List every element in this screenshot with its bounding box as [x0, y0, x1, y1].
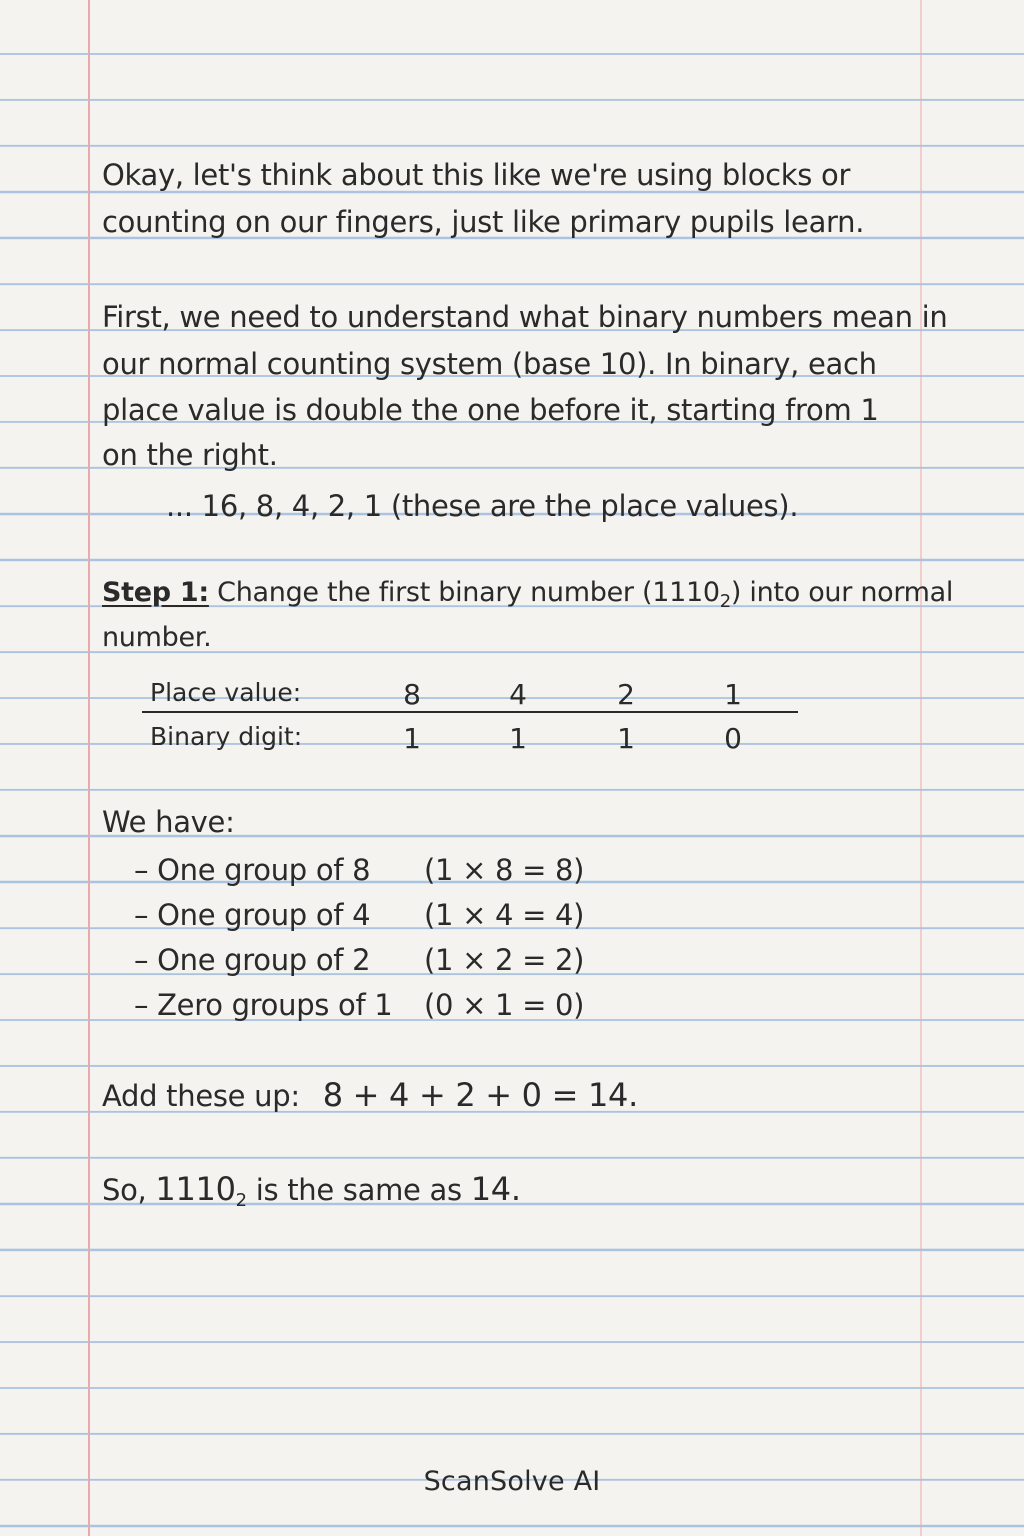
group-item-calc: (1 × 2 = 2): [424, 943, 585, 977]
sum-label: Add these up:: [102, 1079, 300, 1113]
place-value-cell: 8: [403, 678, 421, 711]
binary-digit-label: Binary digit:: [150, 722, 303, 751]
explanation-line-4: on the right.: [102, 438, 278, 472]
conclusion-line: [102, 1170, 521, 1211]
conclusion-result: 14.: [470, 1170, 521, 1208]
explanation-line-2: our normal counting system (base 10). In binary, each: [102, 347, 877, 381]
left-margin-line: [88, 0, 90, 1536]
binary-digit-cell: 1: [617, 722, 635, 755]
step1-text-before: Change the first binary number (: [208, 577, 653, 608]
right-margin-line: [920, 0, 922, 1536]
binary-digit-cell: 1: [509, 722, 527, 755]
step1-binary: 1110: [652, 577, 720, 608]
conclusion-base: 2: [235, 1190, 247, 1211]
group-item-calc: (0 × 1 = 0): [424, 988, 585, 1022]
binary-digit-cell: 1: [403, 722, 421, 755]
step1-base: 2: [719, 591, 731, 612]
sum-line: [102, 1076, 638, 1114]
explanation-line-1: First, we need to understand what binary numbers mean in: [102, 300, 948, 334]
step1-text-after: ) into our normal: [730, 577, 954, 608]
intro-line-2: counting on our fingers, just like primary pupils learn.: [102, 205, 865, 239]
step1-label: Step 1:: [102, 577, 209, 608]
table-divider: [142, 711, 798, 713]
group-item: [134, 898, 585, 932]
group-item-calc: (1 × 8 = 8): [424, 853, 585, 887]
group-item-text: – One group of 8: [134, 853, 371, 887]
explanation-line-3: place value is double the one before it, starting from 1: [102, 393, 879, 427]
place-value-cell: 2: [617, 678, 635, 711]
group-item-text: – Zero groups of 1: [134, 988, 393, 1022]
step1-line-2: number.: [102, 622, 212, 653]
intro-line-1: Okay, let's think about this like we're using blocks or: [102, 158, 851, 192]
group-item: [134, 853, 585, 887]
groups-heading: We have:: [102, 805, 235, 839]
brand-footer: ScanSolve AI: [423, 1466, 601, 1497]
conclusion-prefix: So,: [102, 1173, 156, 1207]
group-item-calc: (1 × 4 = 4): [424, 898, 585, 932]
place-value-label: Place value:: [150, 678, 302, 707]
group-item-text: – One group of 2: [134, 943, 371, 977]
group-item: [134, 943, 585, 977]
step1-line-1: [102, 577, 953, 612]
place-values-line: ... 16, 8, 4, 2, 1 (these are the place values).: [166, 489, 799, 523]
group-item-text: – One group of 4: [134, 898, 371, 932]
sum-equation: 8 + 4 + 2 + 0 = 14.: [322, 1076, 638, 1114]
place-value-cell: 4: [509, 678, 527, 711]
conclusion-binary: 1110: [155, 1170, 236, 1208]
conclusion-suffix: is the same as: [246, 1173, 471, 1207]
place-value-cell: 1: [724, 678, 742, 711]
group-item: [134, 988, 585, 1022]
binary-digit-cell: 0: [724, 722, 742, 755]
